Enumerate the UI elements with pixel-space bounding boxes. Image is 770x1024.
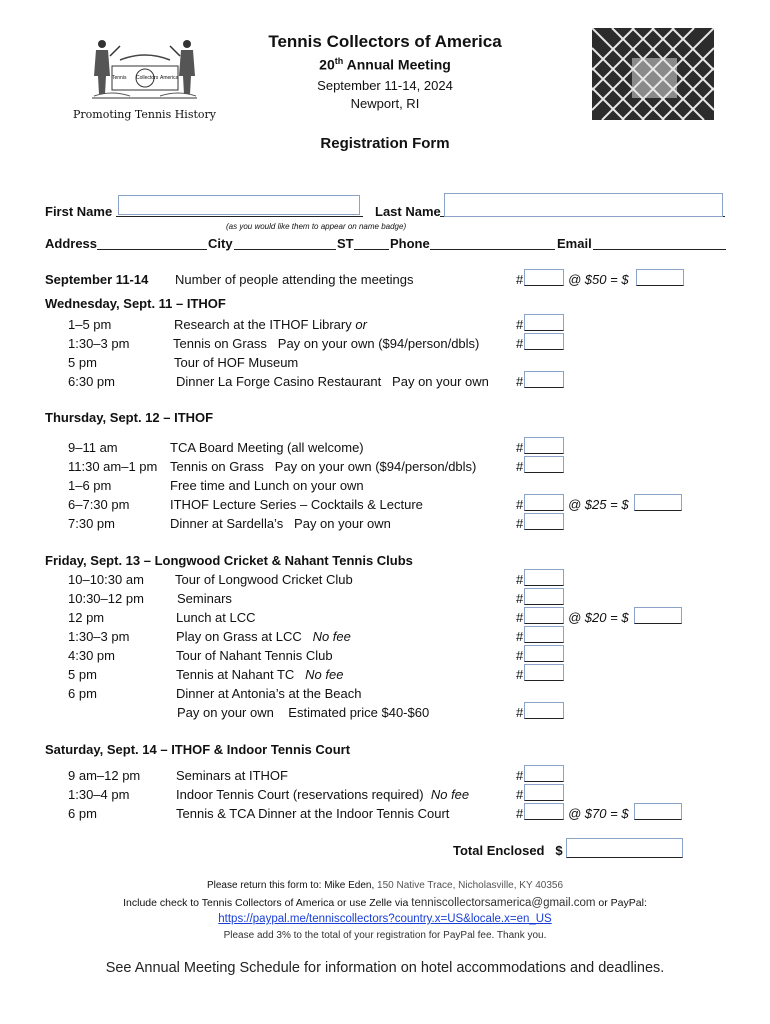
event-desc: Seminars <box>177 591 232 606</box>
fri-row-6 <box>0 667 770 685</box>
lattice-image <box>592 28 714 120</box>
wed-row-2 <box>0 336 770 354</box>
meeting-ordinal: th <box>334 56 344 66</box>
price-label: @ $50 = $ <box>568 272 629 287</box>
badge-note: (as you would like them to appear on name badge) <box>226 222 407 231</box>
thursday-heading: Thursday, Sept. 12 – ITHOF <box>45 410 214 425</box>
event-time: 1–5 pm <box>68 317 112 332</box>
wed-row-3 <box>0 355 770 373</box>
fri-row-7 <box>0 686 770 704</box>
phone-label: Phone <box>390 236 430 251</box>
event-time: 6 pm <box>68 806 97 821</box>
paypal-link[interactable]: https://paypal.me/tenniscollectors?country.x=US&locale.x=en_US <box>218 913 552 925</box>
last-name-input[interactable] <box>444 193 723 217</box>
amount-box[interactable] <box>636 269 684 286</box>
logo-left-text: Tennis <box>112 75 127 81</box>
event-time: 6:30 pm <box>68 374 115 389</box>
total-input[interactable] <box>566 838 683 858</box>
event-time: 12 pm <box>68 610 105 625</box>
event-desc: Tennis & TCA Dinner at the Indoor Tennis Court <box>176 806 450 821</box>
event-time: 6–7:30 pm <box>68 497 130 512</box>
event-desc: TCA Board Meeting (all welcome) <box>170 440 364 455</box>
event-desc: Seminars at ITHOF <box>176 768 288 783</box>
thu-row-5 <box>0 516 770 534</box>
event-desc: Dinner at Sardella’s Pay on your own <box>170 516 391 531</box>
email-input[interactable] <box>593 249 726 250</box>
event-time: 1:30–4 pm <box>68 787 130 802</box>
wednesday-heading: Wednesday, Sept. 11 – ITHOF <box>45 296 226 311</box>
attendance-price <box>568 272 629 287</box>
fri-row-4 <box>0 629 770 647</box>
sat-row-1 <box>0 768 770 786</box>
event-desc: Dinner at Antonia’s at the Beach <box>176 686 362 701</box>
fri-price: @ $20 = $ <box>568 610 629 625</box>
event-desc: ITHOF Lecture Series – Cocktails & Lecture <box>170 497 423 512</box>
event-desc: Tour of Longwood Cricket Club <box>175 572 353 587</box>
lattice-pattern <box>592 28 714 120</box>
phone-input[interactable] <box>430 249 555 250</box>
event-desc: Indoor Tennis Court (reservations required) No fee <box>176 787 470 802</box>
city-input[interactable] <box>234 249 336 250</box>
fri-row-5 <box>0 648 770 666</box>
st-label: ST <box>337 236 354 251</box>
meeting-location: Newport, RI <box>350 96 420 111</box>
thu-price: @ $25 = $ <box>568 497 629 512</box>
email-label: Email <box>557 236 592 251</box>
attendance-date: September 11-14 <box>45 272 149 287</box>
event-time: 10:30–12 pm <box>68 591 144 606</box>
schedule-note: See Annual Meeting Schedule for information on hotel accommodations and deadlines. <box>105 960 665 976</box>
st-input[interactable] <box>354 249 389 250</box>
city-label: City <box>208 236 233 251</box>
event-time: 1–6 pm <box>68 478 112 493</box>
wed-row-1 <box>0 317 770 335</box>
friday-heading: Friday, Sept. 13 – Longwood Cricket & Nahant Tennis Clubs <box>45 553 413 568</box>
event-desc: Research at the ITHOF Library or <box>174 317 367 332</box>
event-time: 9–11 am <box>68 440 118 455</box>
event-time: 1:30–3 pm <box>68 336 130 351</box>
check-text: Include check to Tennis Collectors of America or use Zelle via <box>123 897 409 909</box>
event-desc: Dinner La Forge Casino Restaurant Pay on your own <box>176 374 489 389</box>
org-title: Tennis Collectors of America <box>268 32 502 51</box>
first-name-label: First Name <box>45 204 113 219</box>
meeting-dates: September 11-14, 2024 <box>317 78 453 93</box>
logo-center-text: Collectors <box>136 75 159 81</box>
first-name-input[interactable] <box>118 195 360 215</box>
event-desc: Tour of HOF Museum <box>174 355 299 370</box>
return-label: Please return this form to: Mike Eden, <box>206 880 375 891</box>
payment-instructions <box>0 897 770 909</box>
or-paypal: or PayPal: <box>598 897 647 909</box>
event-desc: Free time and Lunch on your own <box>170 478 364 493</box>
event-time: 1:30–3 pm <box>68 629 130 644</box>
event-time: 4:30 pm <box>68 648 115 663</box>
hash-mark: # <box>516 272 524 287</box>
thu-row-2 <box>0 459 770 477</box>
first-name-underline <box>116 216 363 217</box>
attendance-desc: Number of people attending the meetings <box>175 272 414 287</box>
event-desc: Play on Grass at LCC No fee <box>176 629 351 644</box>
event-time: 9 am–12 pm <box>68 768 141 783</box>
sat-price: @ $70 = $ <box>568 806 629 821</box>
meeting-number: 20 <box>319 56 335 73</box>
event-time: 5 pm <box>68 355 97 370</box>
return-instructions <box>0 880 770 891</box>
event-desc: Lunch at LCC <box>176 610 256 625</box>
event-desc: Tour of Nahant Tennis Club <box>176 648 333 663</box>
paypal-fee-note: Please add 3% to the total of your registration for PayPal fee. Thank you. <box>223 930 547 941</box>
last-name-label: Last Name <box>375 204 441 219</box>
event-time: 6 pm <box>68 686 97 701</box>
count-box[interactable] <box>524 269 564 286</box>
event-desc: Pay on your own Estimated price $40-$60 <box>177 705 430 720</box>
address-input[interactable] <box>97 249 207 250</box>
return-address: 150 Native Trace, Nicholasville, KY 40356 <box>377 880 564 891</box>
event-time: 10–10:30 am <box>68 572 144 587</box>
event-desc: Tennis on Grass Pay on your own ($94/person/dbls) <box>170 459 477 474</box>
logo-right-text: America <box>160 75 179 81</box>
event-desc: Tennis at Nahant TC No fee <box>176 667 344 682</box>
meeting-text: Annual Meeting <box>343 56 451 73</box>
wed-row-4 <box>0 374 770 392</box>
thu-row-1 <box>0 440 770 458</box>
event-time: 11:30 am–1 pm <box>68 459 158 474</box>
event-time: 5 pm <box>68 667 97 682</box>
logo-tagline: Promoting Tennis History <box>73 108 216 121</box>
paypal-link-row <box>0 913 770 925</box>
fri-row-1 <box>0 572 770 590</box>
form-title: Registration Form <box>320 135 450 152</box>
event-desc: Tennis on Grass Pay on your own ($94/person/dbls) <box>173 336 480 351</box>
address-label: Address <box>45 236 98 251</box>
zelle-email[interactable]: tenniscollectorsamerica@gmail.com <box>411 897 596 909</box>
event-time: 7:30 pm <box>68 516 115 531</box>
total-label: Total Enclosed $ <box>453 843 563 858</box>
saturday-heading: Saturday, Sept. 14 – ITHOF & Indoor Tennis Court <box>45 742 351 757</box>
fri-row-8 <box>0 705 770 723</box>
